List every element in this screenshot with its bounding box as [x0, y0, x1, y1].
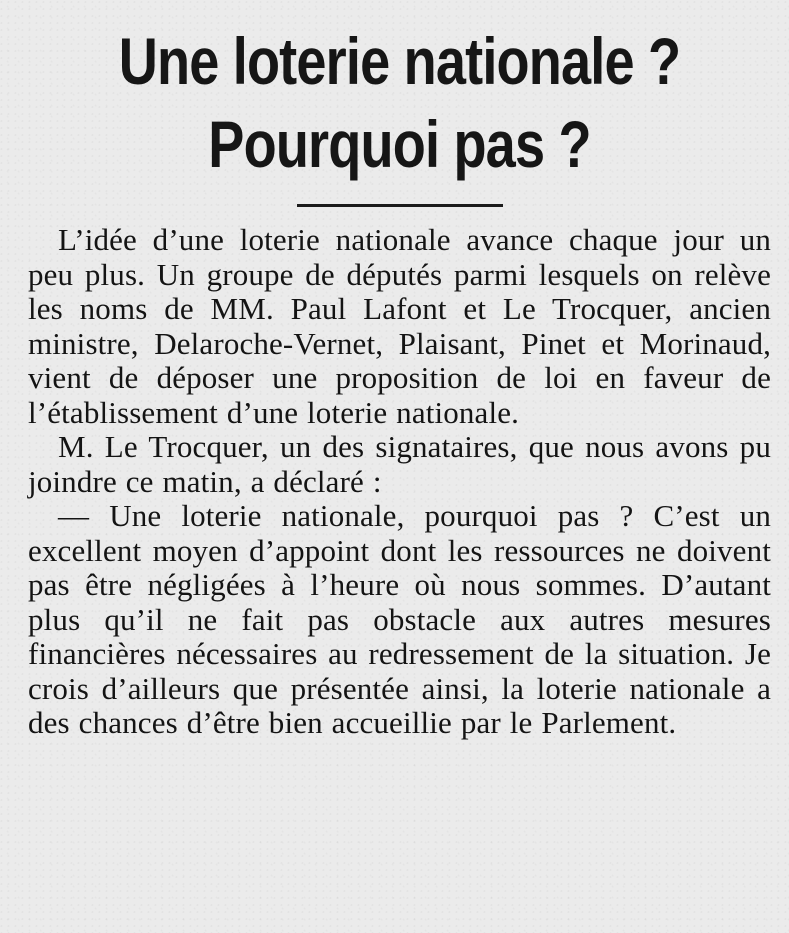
headline-line-1: Une loterie nationale ?	[118, 24, 681, 98]
article-body	[28, 223, 771, 741]
headline-line-2: Pourquoi pas ?	[208, 107, 591, 181]
headline-rule	[297, 204, 503, 207]
article-paragraph-3: — Une loterie nationale, pourquoi pas ? C’est un excellent moyen d’appoint dont les ressources ne doivent pas être négligées à l’heure où nous sommes. D’autant plus qu’il ne fait pas obstacle aux autres mesures financières nécessaires au redressement de la situation. Je crois d’ailleurs que présentée ainsi, la loterie nationale a des chances d’être bien accueillie par le Parlement.	[28, 498, 771, 740]
article-paragraph-2: M. Le Trocquer, un des signataires, que nous avons pu joindre ce matin, a déclaré :	[28, 429, 771, 499]
article-paragraph-1: L’idée d’une loterie nationale avance chaque jour un peu plus. Un groupe de députés parmi lesquels on relève les noms de MM. Paul Lafont et Le Trocquer, ancien ministre, Delaroche-Vernet, Plaisant, Pinet et Morinaud, vient de déposer une proposition de loi en faveur de l’établissement d’une loterie nationale.	[28, 222, 771, 430]
